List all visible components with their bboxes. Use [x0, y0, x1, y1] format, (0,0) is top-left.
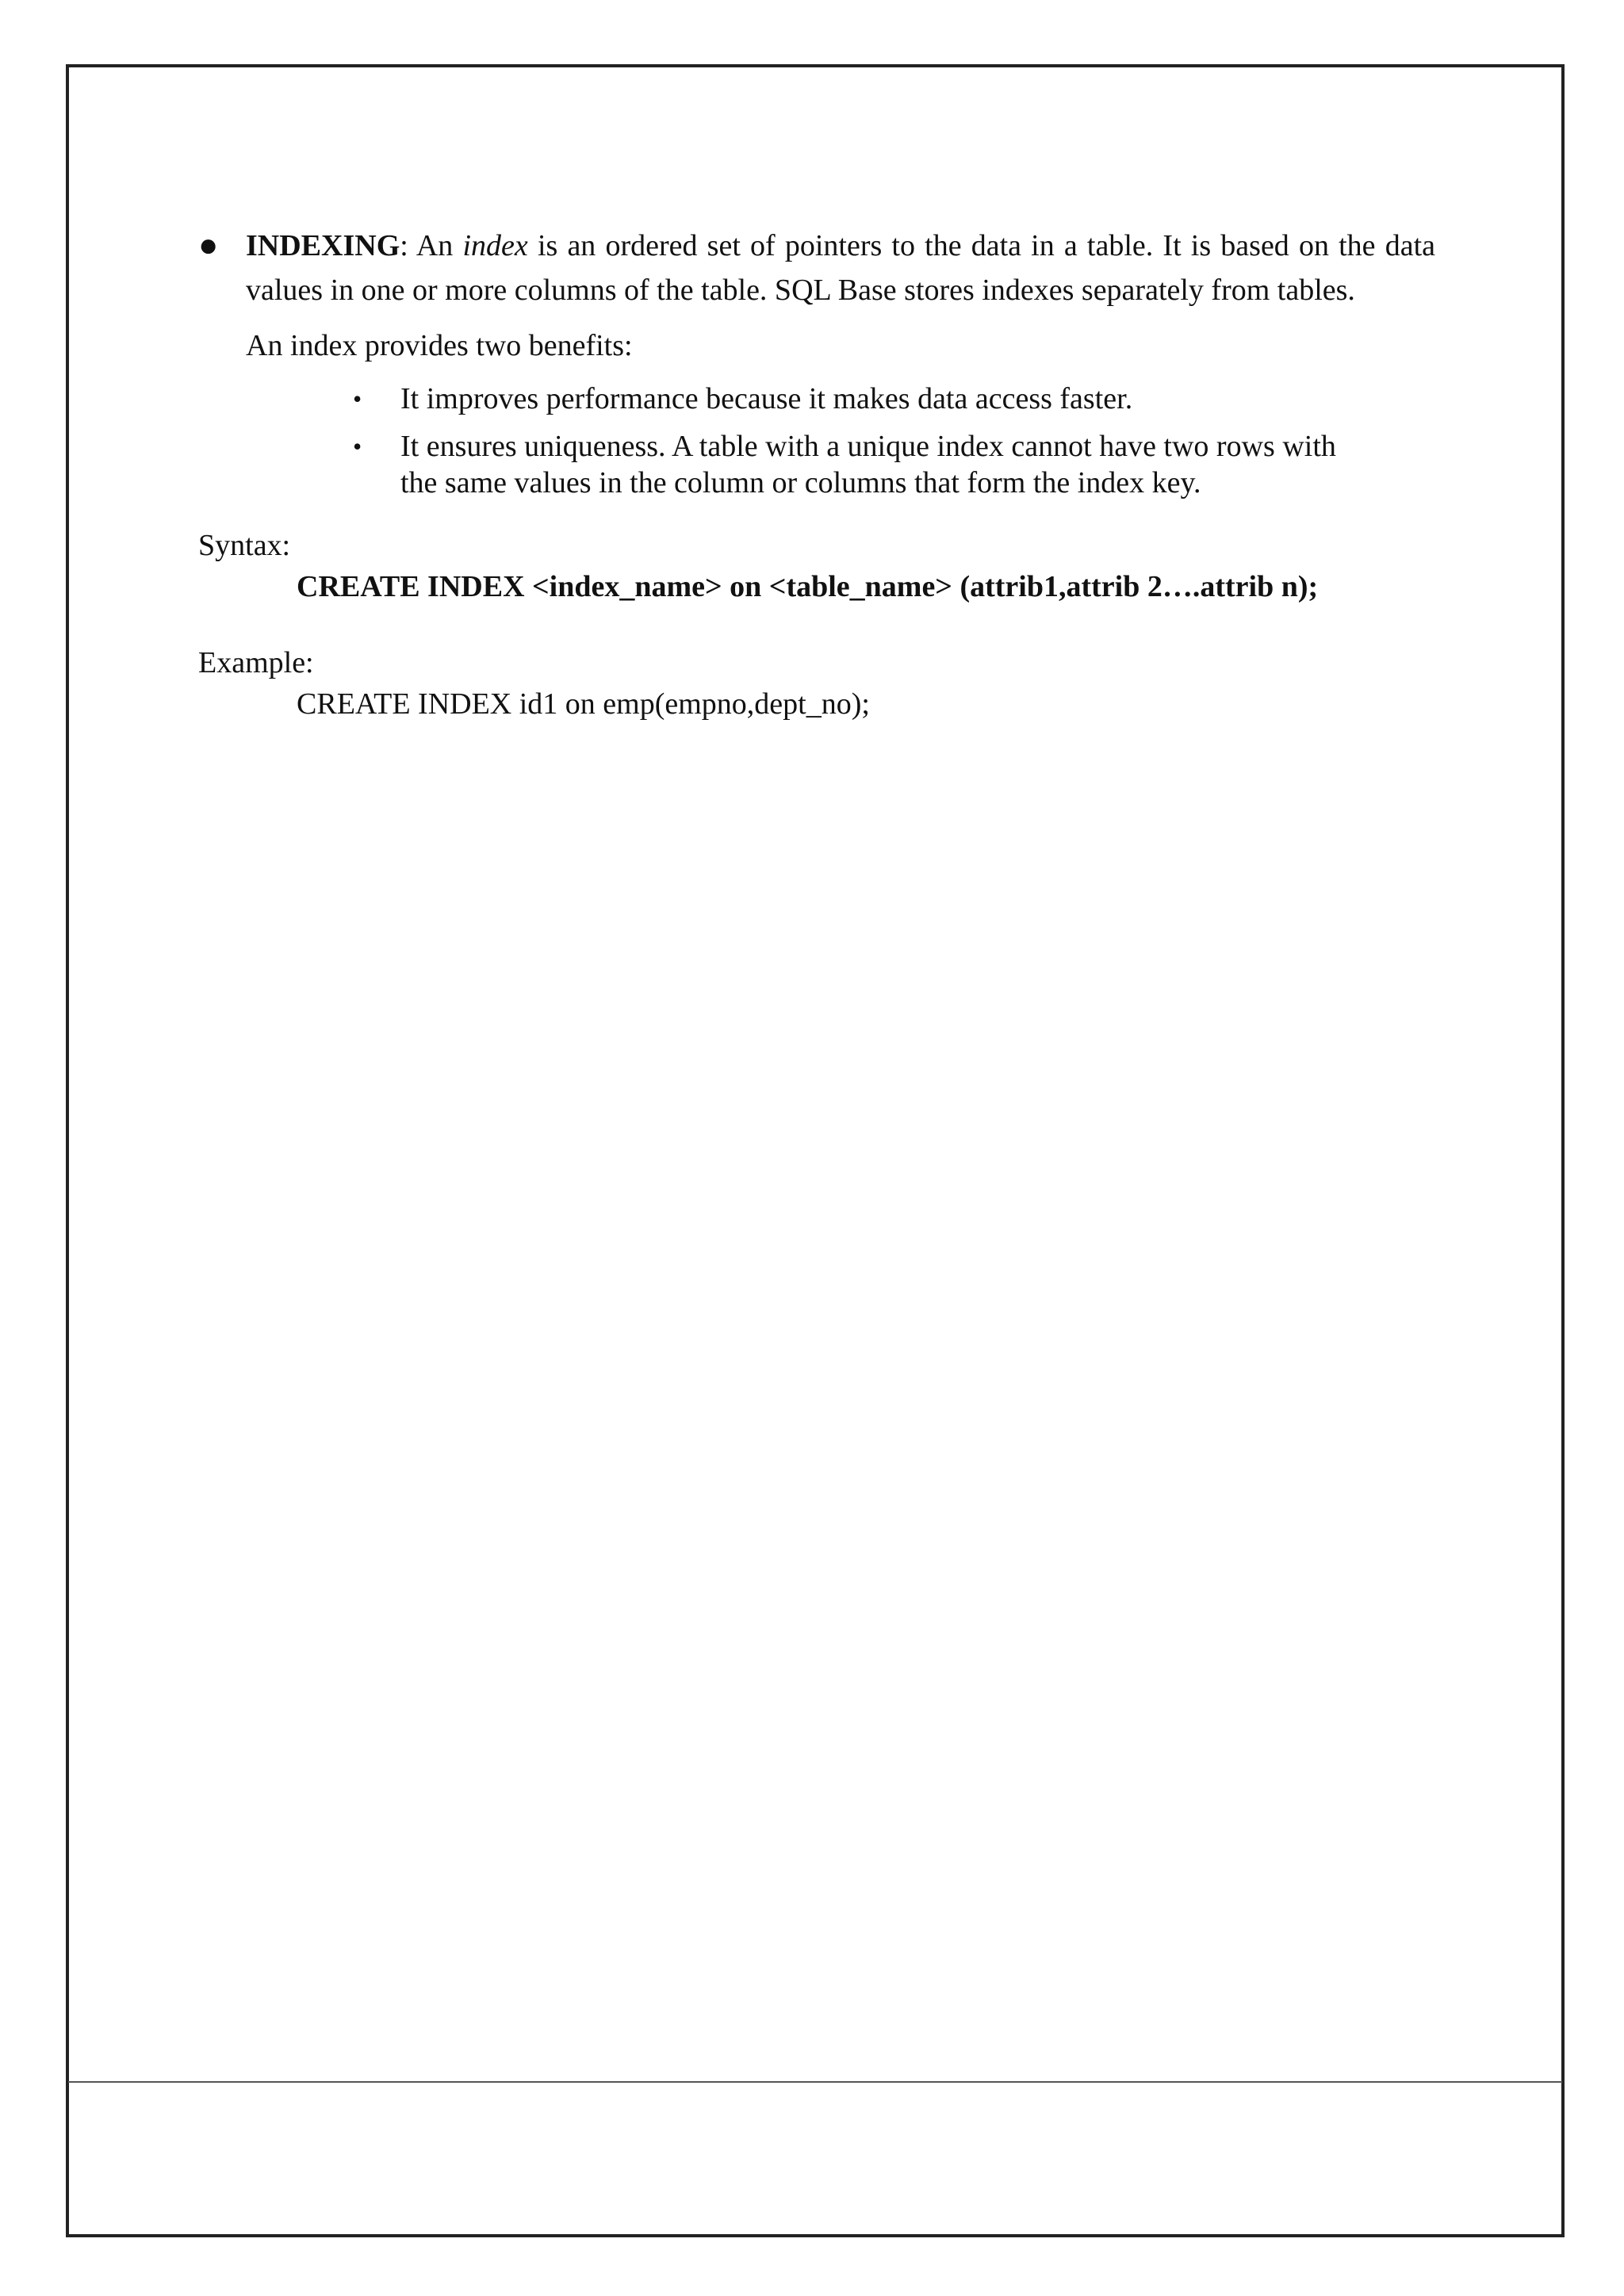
page-content — [198, 224, 1435, 723]
index-italic-word: index — [462, 229, 528, 262]
bullet-icon: ● — [198, 228, 219, 264]
indexing-separator: : An — [400, 229, 463, 262]
footer-divider — [68, 2081, 1562, 2083]
example-statement: CREATE INDEX id1 on emp(empno,dept_no); — [297, 687, 870, 721]
bullet-icon: • — [353, 385, 362, 413]
benefits-list — [198, 381, 1352, 501]
benefits-intro: An index provides two benefits: — [246, 329, 633, 362]
indexing-definition: is an ordered set of pointers to the data in a table. It is based on the data values in one or more columns of the table. SQL Base stores indexes separately from tables. — [246, 229, 1435, 307]
syntax-statement: CREATE INDEX <index_name> on <table_name> (attrib1,attrib 2….attrib n); — [297, 570, 1319, 603]
indexing-term: INDEXING — [246, 229, 400, 262]
list-item — [353, 428, 1352, 501]
indexing-item — [198, 224, 1435, 312]
bullet-icon: • — [353, 432, 362, 461]
indexing-paragraph — [246, 224, 1435, 312]
list-item — [353, 381, 1352, 417]
benefit-text: It ensures uniqueness. A table with a unique index cannot have two rows with the same values in the column or columns that form the index key. — [400, 430, 1336, 499]
benefit-text: It improves performance because it makes data access faster. — [400, 382, 1133, 415]
syntax-label: Syntax: — [198, 529, 291, 562]
example-label: Example: — [198, 646, 314, 679]
